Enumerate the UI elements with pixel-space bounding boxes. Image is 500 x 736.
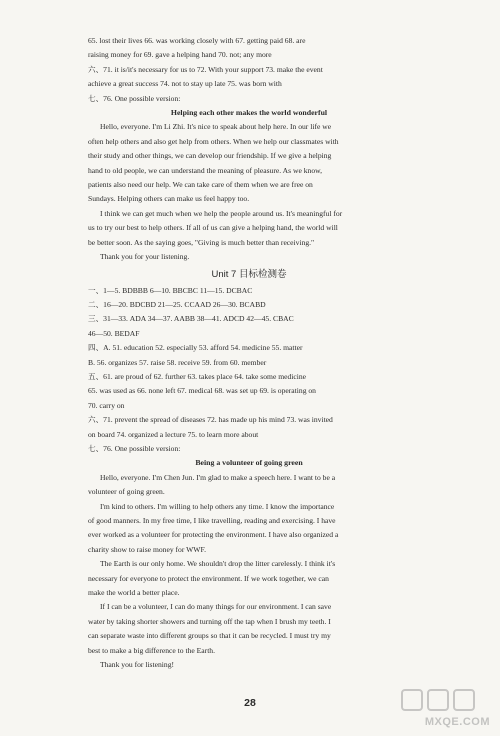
essay-2-line: volunteer of going green. xyxy=(88,487,165,497)
essay-1 xyxy=(88,120,410,264)
essay-1-line: I think we can get much when we help the people around us. It's meaningful for xyxy=(100,208,343,218)
unit-answer-line: 46—50. BEDAF xyxy=(88,328,140,338)
essay-2-line: Thank you for listening! xyxy=(100,660,175,670)
watermark-logo xyxy=(398,686,490,728)
essay-1-line: their study and other things, we can develop our friendship. If we give a helping xyxy=(88,151,332,161)
unit-answer-line: 一、1—5. BDBBB 6—10. BBCBC 11—15. DCBAC xyxy=(88,285,253,295)
unit-answer-line: B. 56. organizes 57. raise 58. receive 59. from 60. member xyxy=(88,357,267,367)
essay-2-line: ever worked as a volunteer for protecting the environment. I have also organized a xyxy=(88,530,339,540)
unit-answer-line: 五、61. are proud of 62. further 63. takes place 64. take some medicine xyxy=(88,371,307,381)
unit-answers xyxy=(88,284,410,457)
essay-1-line: be better soon. As the saying goes, "Giving is much better than receiving." xyxy=(88,237,315,247)
essay-1-line: Hello, everyone. I'm Li Zhi. It's nice to speak about help here. In our life we xyxy=(100,122,332,132)
essay-2-line: I'm kind to others. I'm willing to help others any time. I know the importance xyxy=(100,501,335,511)
watermark-text: MXQE.COM xyxy=(424,716,490,728)
essay-1-line: hand to old people, we can understand the meaning of pleasure. As we know, xyxy=(88,165,323,175)
essay-2 xyxy=(88,471,410,673)
answer-line: 65. lost their lives 66. was working closely with 67. getting paid 68. are xyxy=(88,36,306,45)
page-content xyxy=(88,34,410,672)
answer-line: raising money for 69. gave a helping hand 70. not; any more xyxy=(88,50,272,60)
essay-1-line: patients also need our help. We can take care of them when we are free on xyxy=(88,180,313,190)
unit-answer-line: 65. was used as 66. none left 67. medical 68. was set up 69. is operating on xyxy=(88,386,316,396)
essay-1-line: often help others and also get help from others. When we help our classmates with xyxy=(88,136,339,146)
essay-2-line: make the world a better place. xyxy=(88,588,180,598)
essay-1-line: us to try our best to help others. If all of us can give a helping hand, the world will xyxy=(88,223,338,233)
essay-2-line: best to make a big difference to the Earth. xyxy=(88,645,216,655)
essay-title-1: Helping each other makes the world wonderful xyxy=(170,108,328,118)
unit-answer-line: on board 74. organized a lecture 75. to learn more about xyxy=(88,429,259,439)
essay-1-line: Sundays. Helping others can make us feel happy too. xyxy=(88,194,250,204)
unit-title: Unit 7 目标检测卷 xyxy=(211,268,287,280)
answers-section-top xyxy=(88,34,410,106)
watermark-stamp-icon xyxy=(398,686,490,716)
essay-1-line: Thank you for your listening. xyxy=(100,252,190,262)
page-number: 28 xyxy=(244,697,256,709)
essay-2-line: Hello, everyone. I'm Chen Jun. I'm glad to make a speech here. I want to be a xyxy=(100,472,336,482)
essay-2-line: water by taking shorter showers and turning off the tap when I brush my teeth. I xyxy=(88,616,331,626)
essay-2-line: If I can be a volunteer, I can do many things for our environment. I can save xyxy=(100,602,332,612)
essay-2-line: of good manners. In my free time, I like travelling, reading and exercising. I have xyxy=(88,516,336,525)
unit-answer-line: 四、A. 51. education 52. especially 53. afford 54. medicine 55. matter xyxy=(88,343,303,353)
essay-2-line: charity show to raise money for WWF. xyxy=(88,544,206,554)
unit-answer-line: 二、16—20. BDCBD 21—25. CCAAD 26—30. BCABD xyxy=(88,299,266,309)
essay-2-line: necessary for everyone to protect the environment. If we work together, we can xyxy=(88,573,329,583)
essay-2-line: The Earth is our only home. We shouldn't drop the litter carelessly. I think it's xyxy=(100,559,336,569)
unit-answer-line: 七、76. One possible version: xyxy=(88,443,181,453)
answer-line: 七、76. One possible version: xyxy=(88,93,181,103)
answer-line: achieve a great success 74. not to stay up late 75. was born with xyxy=(88,79,282,89)
unit-answer-line: 六、71. prevent the spread of diseases 72. has made up his mind 73. was invited xyxy=(88,415,333,425)
essay-2-line: can separate waste into different groups so that it can be recycled. I must try my xyxy=(88,631,331,641)
answer-line: 六、71. it is/it's necessary for us to 72. With your support 73. make the event xyxy=(88,64,323,74)
unit-answer-line: 70. carry on xyxy=(88,400,125,410)
essay-title-2: Being a volunteer of going green xyxy=(195,458,303,468)
unit-answer-line: 三、31—33. ADA 34—37. AABB 38—41. ADCD 42—45. CBAC xyxy=(88,314,294,324)
